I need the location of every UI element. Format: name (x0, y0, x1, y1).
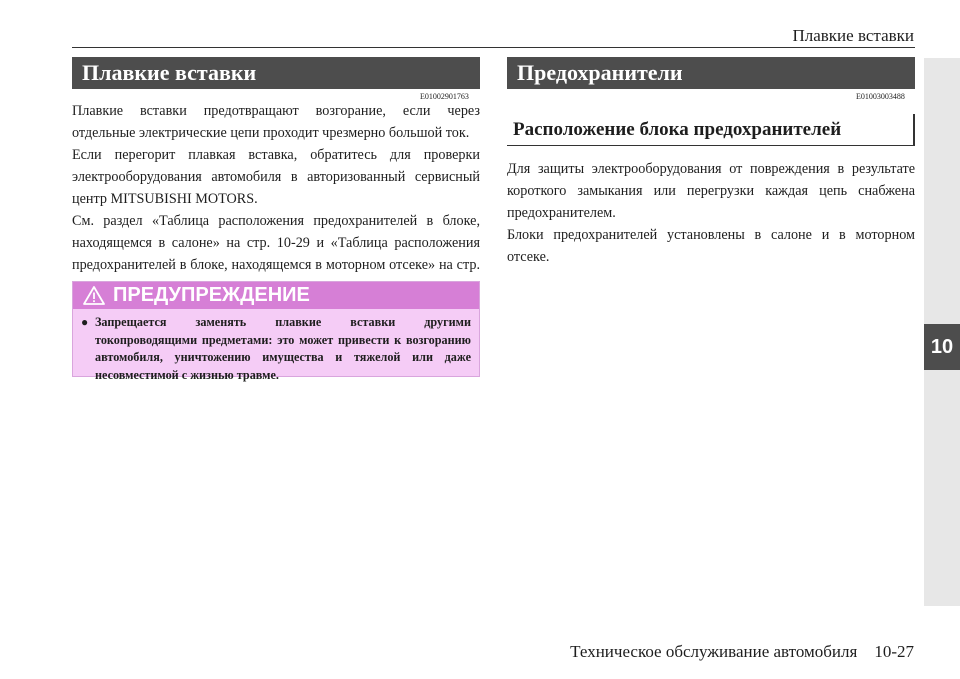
right-body-text (507, 158, 915, 268)
bullet-icon: ● (81, 315, 89, 329)
warning-box (72, 281, 480, 382)
paragraph: Плавкие вставки предотвращают возгорание, если через отдельные электрические цепи проходит чрезмерно большой ток. (72, 103, 480, 141)
warning-title: ПРЕДУПРЕЖДЕНИЕ (113, 284, 310, 306)
page-footer: Техническое обслуживание автомобиля 10-27 (570, 642, 914, 661)
paragraph: См. раздел «Таблица расположения предохранителей в блоке, находящемся в салоне» на стр. 10-29 и «Таблица расположения предохранителей в блоке, находящемся в моторном отсеке» на стр. (72, 213, 480, 273)
paragraph: Если перегорит плавкая вставка, обратитесь для проверки электрооборудования автомобиля в авторизованный сервисный центр MITSUBISHI MOTORS. (72, 147, 480, 207)
section-title-fuses: Предохранители (507, 57, 915, 89)
page-header-title: Плавкие вставки (792, 26, 914, 45)
warning-body (73, 309, 479, 384)
paragraph: Блоки предохранителей установлены в салоне и в моторном отсеке. (507, 227, 915, 265)
warning-text: Запрещается заменять плавкие вставки другими токопроводящими предметами: это может привести к возгоранию автомобиля, уничтожению имущества и тяжелой или даже несовместимой с жизнью травме. (95, 315, 471, 382)
header-rule (72, 47, 915, 48)
subheading-fuse-block-location: Расположение блока предохранителей (507, 114, 915, 146)
left-body-text (72, 100, 480, 298)
section-title-fusible-links: Плавкие вставки (72, 57, 480, 89)
warning-triangle-icon (83, 286, 105, 305)
chapter-tab[interactable]: 10 (924, 324, 960, 370)
section-code-right: E01003003488 (856, 92, 905, 101)
section-code-left: E01002901763 (420, 92, 469, 101)
warning-header (73, 282, 479, 309)
paragraph: Для защиты электрооборудования от повреждения в результате короткого замыкания или перегрузки каждая цепь снабжена предохранителем. (507, 161, 915, 221)
